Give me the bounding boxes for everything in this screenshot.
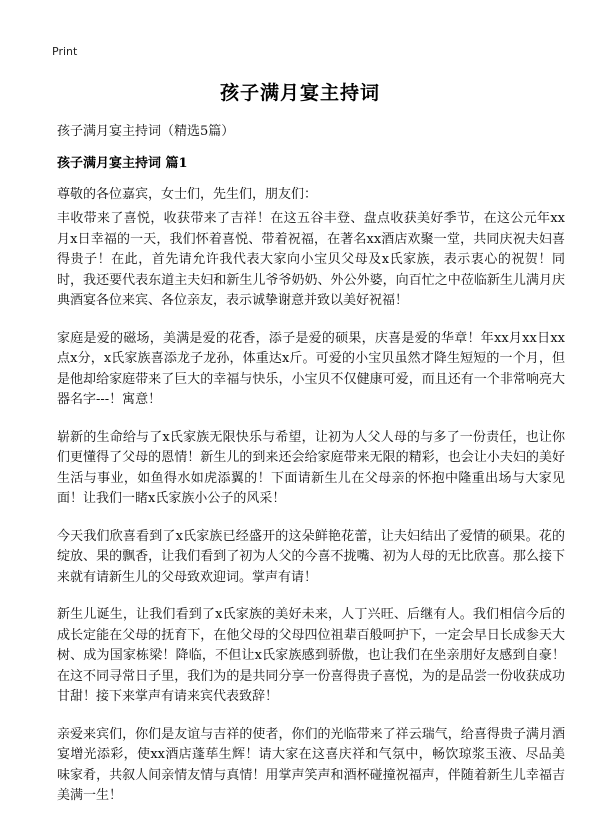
paragraph-1: 丰收带来了喜悦，收获带来了吉祥！在这五谷丰登、盘点收获美好季节，在这公元年xx月x日幸福的一天，我们怀着喜悦、带着祝福，在著名xx酒店欢聚一堂，共同庆祝夫妇喜得贵子！在此，首先请允许我代表大家向小宝贝父母及x氏家族，表示衷心的祝贺！同时，我还要代表东道主夫妇和新生儿爷爷奶奶、外公外婆，向百忙之中莅临新生儿满月庆典酒宴各位来宾、各位亲友，表示诚挚谢意并致以美好祝福！ — [57, 211, 565, 308]
print-label: Print — [52, 45, 78, 58]
section-heading: 孩子满月宴主持词 篇1 — [57, 156, 188, 171]
paragraph-6: 亲爱来宾们，你们是友谊与吉祥的使者，你们的光临带来了祥云瑞气，给喜得贵子满月酒宴增光添彩，使xx酒店蓬荜生辉！请大家在这喜庆祥和气氛中，畅饮琼浆玉液、尽品美味家肴，共叙人间亲情友情与真情！用掌声笑声和酒杯碰撞祝福声，伴随着新生儿幸福吉美满一生！ — [57, 726, 565, 803]
document-subtitle: 孩子满月宴主持词（精选5篇） — [57, 124, 235, 139]
page-title: 孩子满月宴主持词 — [219, 82, 380, 104]
paragraph-5: 新生儿诞生，让我们看到了x氏家族的美好未来，人丁兴旺、后继有人。我们相信今后的成长定能在父母的抚育下，在他父母的父母四位祖辈百般呵护下，一定会早日长成参天大树、成为国家栋梁！降临，不但让x氏家族感到骄傲，也让我们在坐亲朋好友感到自豪！在这不同寻常日子里，我们为的是共同分享一份喜得贵子喜悦，为的是品尝一份收获成功甘甜！接下来掌声有请来宾代表致辞！ — [57, 607, 565, 704]
paragraph-4: 今天我们欣喜看到了x氏家族已经盛开的这朵鲜艳花蕾，让夫妇结出了爱情的硕果。花的绽放、果的飘香，让我们看到了初为人父的今喜不拢嘴、初为人母的无比欣喜。那么接下来就有请新生儿的父母致欢迎词。掌声有请！ — [57, 528, 565, 585]
greeting-line: 尊敬的各位嘉宾，女士们，先生们，朋友们： — [57, 187, 318, 202]
paragraph-3: 崭新的生命给与了x氏家族无限快乐与希望，让初为人父人母的与多了一份责任，也让你们更懂得了父母的恩情！新生儿的到来还会给家庭带来无限的精彩，也会让小夫妇的美好生活与事业，如鱼得水如虎添翼的！下面请新生儿在父母亲的怀抱中隆重出场与大家见面！让我们一睹x氏家族小公子的风采！ — [57, 429, 565, 506]
paragraph-2: 家庭是爱的磁场，美满是爱的花香，添子是爱的硕果，庆喜是爱的华章！年xx月xx日xx点x分，x氏家族喜添龙子龙孙，体重达x斤。可爱的小宝贝虽然才降生短短的一个月，但是他却给家庭带来了巨大的幸福与快乐，小宝贝不仅健康可爱，而且还有一个非常响亮大器名字---！寓意！ — [57, 330, 565, 407]
body-text — [57, 209, 565, 824]
